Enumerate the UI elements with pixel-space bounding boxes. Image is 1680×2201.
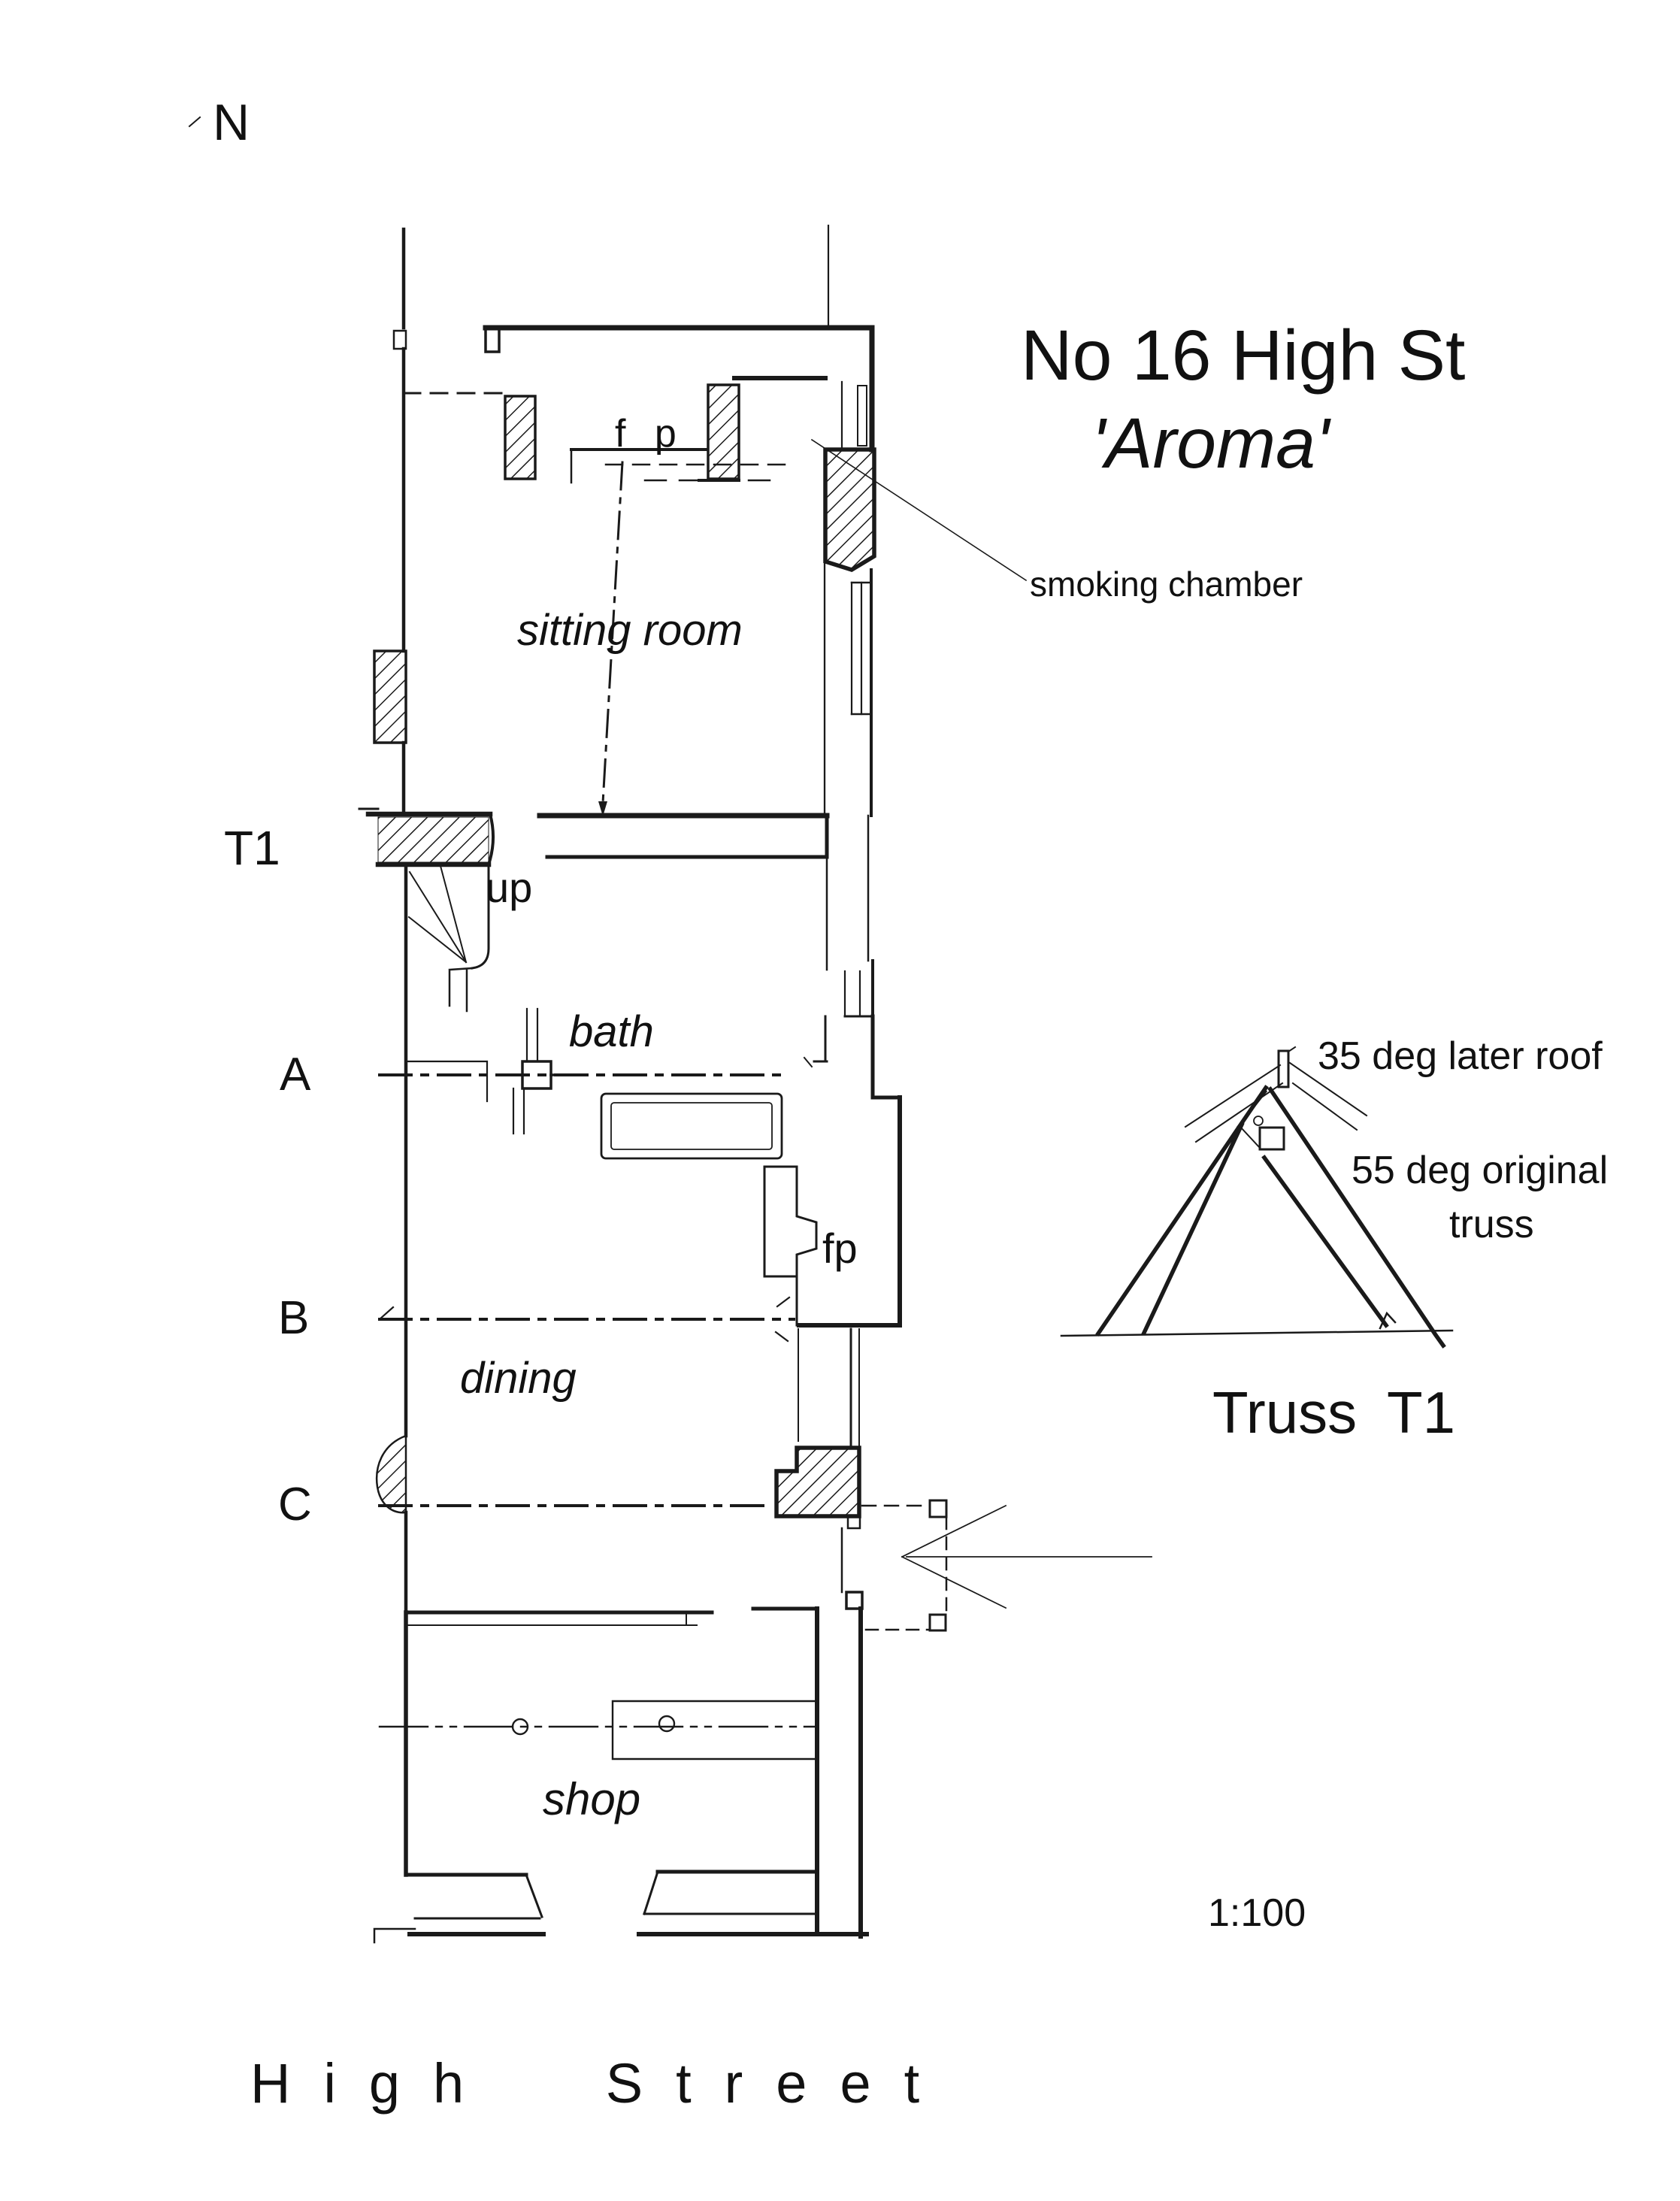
stair-treads [409,866,466,962]
entrance-group [842,1500,1152,1630]
bath-window [845,971,860,1016]
bath-tub-inner [611,1103,772,1149]
rear-wall-notch [486,329,499,352]
sitting-south-wall-inner [547,816,827,857]
truss-caption-mark: T1 [1387,1379,1456,1446]
smoking-chamber-block [825,450,874,570]
title-name: 'Aroma' [1091,404,1330,483]
shop-north-wall [406,1609,817,1612]
street-label: High Street [250,2052,953,2115]
bath-east-wall-lines [827,816,868,970]
shop-post-2 [659,1716,674,1731]
rear-wall-group [394,226,1026,580]
stair-group [359,809,493,1319]
truss-collar-block [1260,1128,1284,1149]
east-wall-jog [873,1016,900,1097]
title-address: No 16 High St [1021,316,1466,395]
shopfront-sills [410,1872,817,1875]
truss-rafters [1098,1088,1443,1346]
stair-up-label: up [486,864,533,911]
truss-detail [1061,1047,1452,1346]
bath-door-jambs [513,1009,537,1134]
right-window-mid [852,583,861,714]
left-wall-bulge [377,1436,406,1512]
truss-baseline [1061,1331,1452,1336]
stair-landing [407,1061,487,1101]
room-label-bath: bath [569,1007,654,1056]
smoking-chamber-label: smoking chamber [1030,565,1303,604]
dining-group [377,1297,926,1612]
truss-original-label-1: 55 deg original [1352,1149,1609,1192]
fireplace-dining-label: fp [822,1225,858,1272]
t1-wall-band [378,817,489,862]
truss-strut-2 [1240,1127,1260,1148]
bath-door-jog [814,1016,873,1061]
fireplace-rear-label: f p [615,412,686,456]
door-swing-tick [804,1058,812,1067]
scale-note: 1:100 [1208,1891,1306,1935]
truss-ridge-tick [1288,1047,1295,1052]
section-a-label: A [280,1049,311,1100]
porch-post-2 [930,1615,946,1630]
shop-beam [613,1701,817,1759]
room-label-shop: shop [543,1774,641,1824]
chimney-pier-left [505,396,535,479]
dining-chimney-east-wall [799,1097,900,1325]
left-wall-pier [374,651,406,743]
floor-plan [359,226,1152,1942]
truss-ridge-piece [1279,1051,1288,1087]
truss-peg [1254,1116,1263,1125]
stray-mark [189,117,200,126]
rear-window-sash [858,386,867,446]
chimney-block-c [776,1448,859,1516]
room-label-dining: dining [460,1354,577,1403]
truss-later-roof-label: 35 deg later roof [1318,1034,1603,1078]
truss-position-label: T1 [224,821,280,875]
porch-post-3 [846,1592,862,1609]
porch-post-1 [930,1500,946,1517]
shopfront-splays [415,1872,816,1918]
shop-north-wall-inner [408,1612,697,1625]
stair-newel [450,968,472,1011]
wall-notch-left [394,331,406,349]
north-label: N [213,94,250,151]
shop-east-wall [817,1609,861,1936]
truss-caption-word: Truss [1212,1379,1358,1446]
dining-fireplace [764,1167,816,1325]
truss-original-label-2: truss [1449,1203,1534,1246]
t1-wall-end [489,814,493,864]
entrance-arrow [902,1506,1152,1608]
section-c-label: C [278,1479,312,1530]
section-b-label: B [278,1292,310,1344]
room-label-sitting: sitting room [517,606,743,655]
